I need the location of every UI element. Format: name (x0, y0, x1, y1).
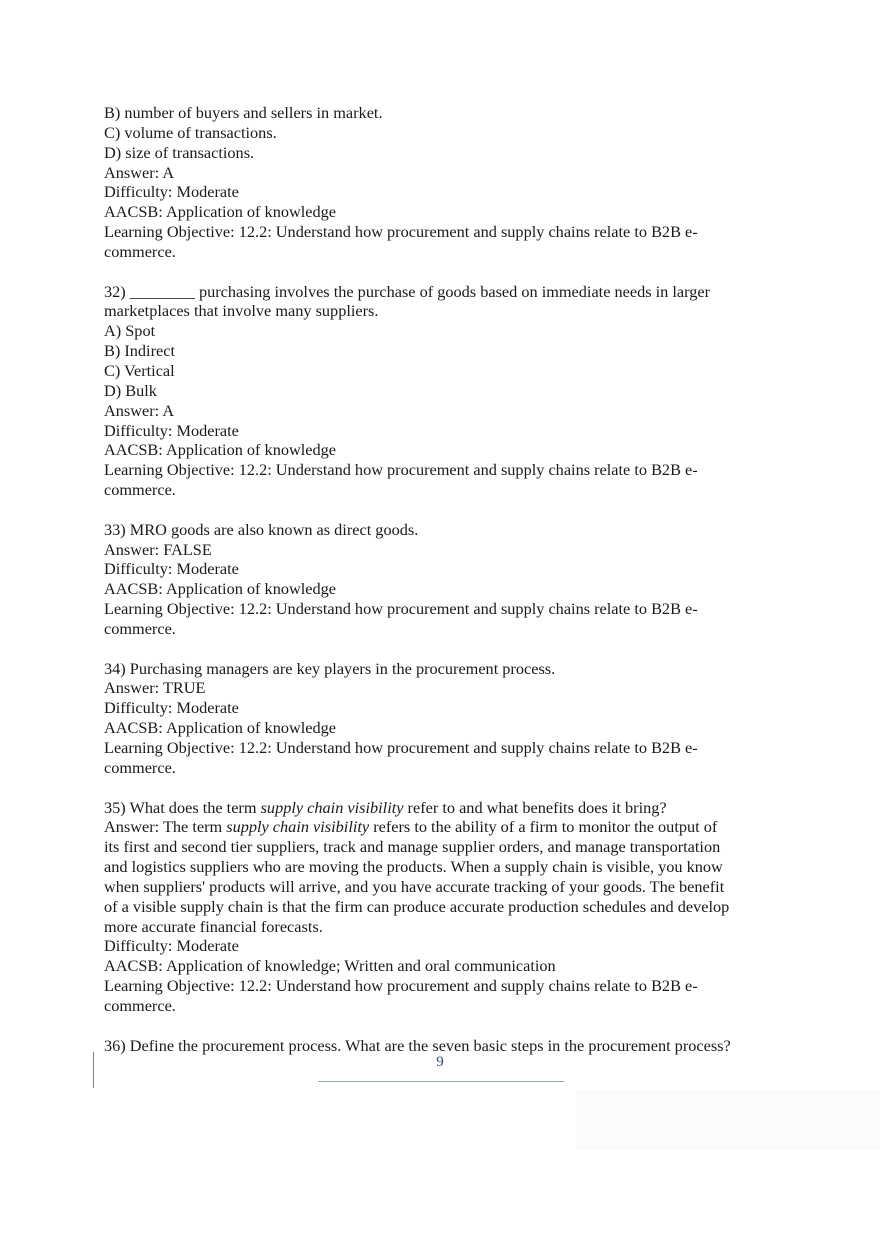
learning-objective-cont: commerce. (104, 241, 176, 261)
answer (104, 817, 774, 837)
page-corner-shade (576, 1090, 880, 1150)
answer: Answer: A (104, 400, 175, 420)
answer-prefix: Answer: The term (104, 817, 227, 837)
option-d: D) Bulk (104, 380, 157, 400)
aacsb: AACSB: Application of knowledge (104, 440, 336, 460)
answer-cont: of a visible supply chain is that the firm can produce accurate production schedules and develop (104, 896, 730, 916)
question-36 (104, 1036, 774, 1056)
difficulty: Difficulty: Moderate (104, 420, 239, 440)
aacsb: AACSB: Application of knowledge (104, 579, 336, 599)
question-text: 34) Purchasing managers are key players in the procurement process. (104, 658, 556, 678)
question-prefix: 35) What does the term (104, 797, 261, 817)
aacsb: AACSB: Application of knowledge; Written and oral communication (104, 956, 556, 976)
answer: Answer: TRUE (104, 678, 206, 698)
question-text: 32) ________ purchasing involves the purchase of goods based on immediate needs in larger (104, 281, 711, 301)
answer-term: supply chain visibility (226, 817, 370, 837)
question-suffix: refer to and what benefits does it bring? (403, 797, 667, 817)
question-text-cont: marketplaces that involve many suppliers. (104, 301, 379, 321)
question-31-tail (104, 103, 774, 262)
aacsb: AACSB: Application of knowledge (104, 718, 336, 738)
learning-objective: Learning Objective: 12.2: Understand how procurement and supply chains relate to B2B e- (104, 222, 698, 242)
question-text (104, 798, 774, 818)
difficulty: Difficulty: Moderate (104, 182, 239, 202)
answer-line1-suffix: refers to the ability of a firm to monitor the output of (369, 817, 718, 837)
question-text: 33) MRO goods are also known as direct goods. (104, 519, 419, 539)
option-d: D) size of transactions. (104, 142, 255, 162)
question-32 (104, 282, 774, 500)
spacer (104, 262, 774, 282)
document-body (104, 103, 774, 1056)
question-35 (104, 798, 774, 1016)
option-a: A) Spot (104, 321, 156, 341)
difficulty: Difficulty: Moderate (104, 936, 239, 956)
option-c: C) volume of transactions. (104, 122, 277, 142)
page-number: 9 (436, 1054, 444, 1070)
difficulty: Difficulty: Moderate (104, 559, 239, 579)
answer: Answer: FALSE (104, 539, 212, 559)
question-34 (104, 659, 774, 778)
answer-cont: and logistics suppliers who are moving the products. When a supply chain is visible, you know (104, 857, 723, 877)
option-c: C) Vertical (104, 360, 175, 380)
learning-objective-cont: commerce. (104, 618, 176, 638)
spacer (104, 778, 774, 798)
question-33 (104, 520, 774, 639)
answer-cont: its first and second tier suppliers, track and manage supplier orders, and manage transportation (104, 837, 721, 857)
learning-objective: Learning Objective: 12.2: Understand how procurement and supply chains relate to B2B e- (104, 460, 698, 480)
learning-objective-cont: commerce. (104, 480, 176, 500)
learning-objective: Learning Objective: 12.2: Understand how procurement and supply chains relate to B2B e- (104, 976, 698, 996)
spacer (104, 1016, 774, 1036)
footer-divider (318, 1081, 564, 1082)
learning-objective-cont: commerce. (104, 757, 176, 777)
learning-objective-cont: commerce. (104, 995, 176, 1015)
answer-cont: when suppliers' products will arrive, and you have accurate tracking of your goods. The benefit (104, 876, 725, 896)
answer-cont: more accurate financial forecasts. (104, 916, 323, 936)
option-b: B) number of buyers and sellers in market. (104, 103, 383, 122)
difficulty: Difficulty: Moderate (104, 698, 239, 718)
spacer (104, 639, 774, 659)
learning-objective: Learning Objective: 12.2: Understand how procurement and supply chains relate to B2B e- (104, 599, 698, 619)
question-text: 36) Define the procurement process. What are the seven basic steps in the procurement process? (104, 1035, 731, 1055)
question-term: supply chain visibility (260, 797, 404, 817)
learning-objective: Learning Objective: 12.2: Understand how procurement and supply chains relate to B2B e- (104, 738, 698, 757)
aacsb: AACSB: Application of knowledge (104, 202, 336, 222)
option-b: B) Indirect (104, 341, 175, 361)
answer: Answer: A (104, 162, 175, 182)
spacer (104, 500, 774, 520)
